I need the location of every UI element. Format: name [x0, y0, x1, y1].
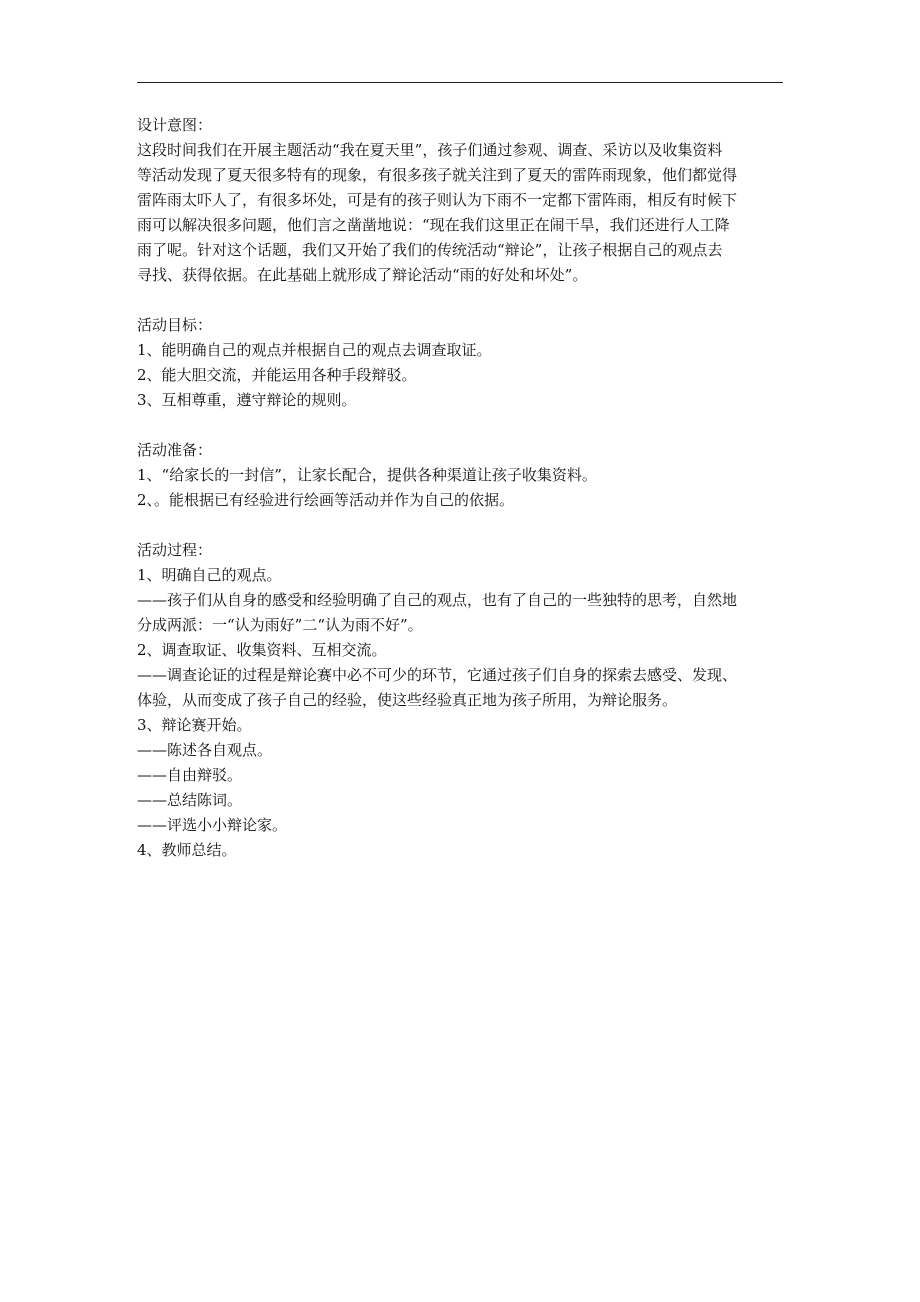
list-item: 1、“给家长的一封信”，让家长配合，提供各种渠道让孩子收集资料。 [137, 466, 597, 484]
list-item: 1、明确自己的观点。 [137, 566, 282, 584]
list-item: 2、调查取证、收集资料、互相交流。 [137, 641, 387, 659]
list-item: 2、能大胆交流，并能运用各种手段辩驳。 [137, 366, 417, 384]
section-spacer [137, 413, 797, 438]
paragraph-line: 雷阵雨太吓人了，有很多坏处，可是有的孩子则认为下雨不一定都下雷阵雨，相反有时候下 [137, 191, 738, 209]
section-design-intent [137, 113, 797, 288]
list-item: 1、能明确自己的观点并根据自己的观点去调查取证。 [137, 341, 492, 359]
section-heading: 活动目标： [137, 316, 213, 334]
paragraph-line: 寻找、获得依据。在此基础上就形成了辩论活动“雨的好处和坏处”。 [137, 266, 588, 284]
paragraph-line: 雨可以解决很多问题，他们言之凿凿地说：“现在我们这里正在闹干旱，我们还进行人工降 [137, 216, 730, 234]
section-spacer [137, 513, 797, 538]
section-spacer [137, 288, 797, 313]
section-heading: 设计意图： [137, 116, 213, 134]
document-body [137, 113, 797, 863]
list-item: 3、辩论赛开始。 [137, 716, 252, 734]
section-heading: 活动过程： [137, 541, 213, 559]
paragraph-line: ——调查论证的过程是辩论赛中必不可少的环节，它通过孩子们自身的探索去感受、发现、 [137, 666, 738, 684]
paragraph-line: ——孩子们从自身的感受和经验明确了自己的观点，也有了自己的一些独特的思考，自然地 [137, 591, 738, 609]
sub-item: ——总结陈词。 [137, 791, 243, 809]
paragraph-line: 雨了呢。针对这个话题，我们又开始了我们的传统活动“辩论”，让孩子根据自己的观点去 [137, 241, 723, 259]
sub-item: ——自由辩驳。 [137, 766, 243, 784]
paragraph-line: 分成两派：一“认为雨好”二“认为雨不好”。 [137, 616, 423, 634]
header-rule [137, 82, 783, 83]
paragraph-line: 这段时间我们在开展主题活动“我在夏天里”，孩子们通过参观、调查、采访以及收集资料 [137, 141, 723, 159]
section-activity-goals [137, 313, 797, 413]
section-activity-preparation [137, 438, 797, 513]
paragraph-line: 体验，从而变成了孩子自己的经验，使这些经验真正地为孩子所用，为辩论服务。 [137, 691, 678, 709]
list-item: 3、互相尊重，遵守辩论的规则。 [137, 391, 357, 409]
section-heading: 活动准备： [137, 441, 213, 459]
sub-item: ——评选小小辩论家。 [137, 816, 288, 834]
paragraph-line: 等活动发现了夏天很多特有的现象，有很多孩子就关注到了夏天的雷阵雨现象，他们都觉得 [137, 166, 738, 184]
section-activity-process [137, 538, 797, 863]
list-item: 4、教师总结。 [137, 841, 237, 859]
sub-item: ——陈述各自观点。 [137, 741, 273, 759]
list-item: 2、。能根据已有经验进行绘画等活动并作为自己的依据。 [137, 491, 515, 509]
